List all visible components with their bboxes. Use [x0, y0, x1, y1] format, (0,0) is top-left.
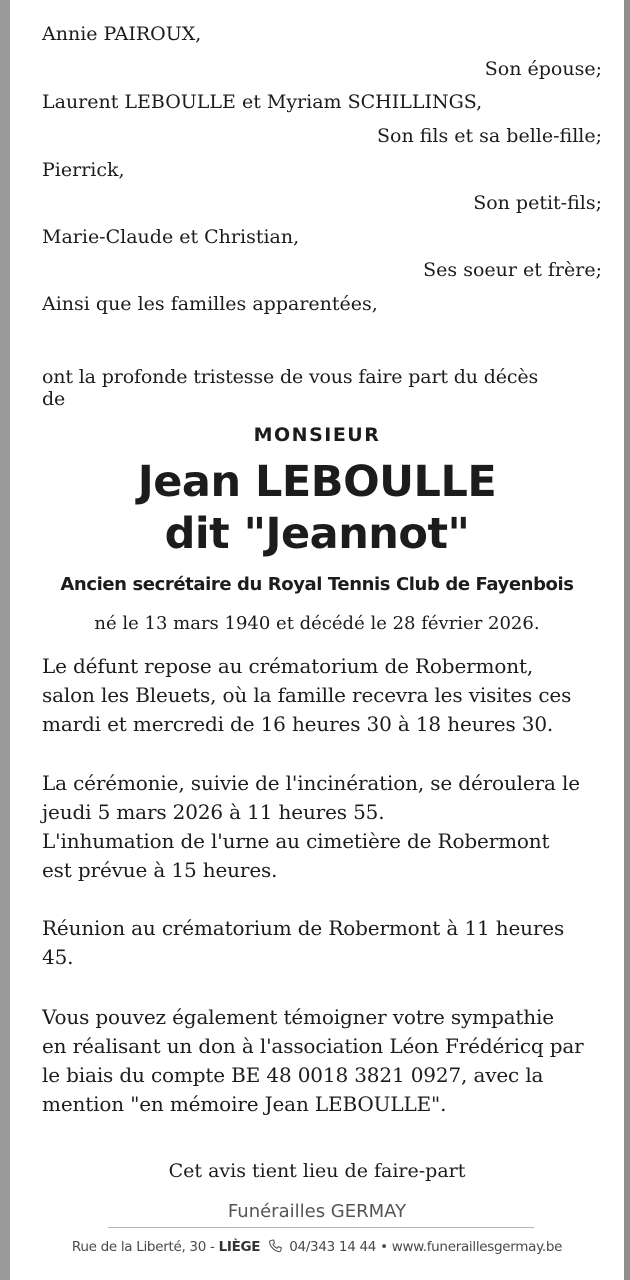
deceased-title: Ancien secrétaire du Royal Tennis Club de Fayenbois — [60, 574, 574, 595]
ceremony-line-4: est prévue à 15 heures. — [42, 858, 278, 882]
donation-line-1: Vous pouvez également témoigner votre sympathie — [42, 1005, 554, 1029]
closing-note: Cet avis tient lieu de faire-part — [168, 1160, 466, 1182]
city: LIÈGE — [218, 1239, 261, 1255]
family-name-1: Annie PAIROUX, — [42, 23, 202, 45]
donation-line-2: en réalisant un don à l'association Léon Frédéricq par — [42, 1034, 584, 1058]
announcement-line-2: de — [42, 388, 66, 410]
reunion-line-2: 45. — [42, 945, 74, 969]
rest-line-2: salon les Bleuets, où la famille recevra les visites ces — [42, 683, 572, 707]
family-name-3: Pierrick, — [42, 159, 125, 181]
honorific: MONSIEUR — [253, 424, 381, 446]
family-relation-2: Son fils et sa belle-fille; — [376, 125, 602, 147]
deceased-dates: né le 13 mars 1940 et décédé le 28 février 2026. — [94, 613, 540, 634]
right-border — [624, 0, 630, 1280]
family-name-5: Ainsi que les familles apparentées, — [42, 293, 378, 315]
website-link[interactable]: www.funeraillesgermay.be — [391, 1239, 563, 1255]
announcement-line-1: ont la profonde tristesse de vous faire part du décès — [42, 366, 539, 388]
family-name-4: Marie-Claude et Christian, — [42, 226, 300, 248]
deceased-name: Jean LEBOULLE — [137, 457, 497, 507]
donation-line-3: le biais du compte BE 48 0018 3821 0927, avec la — [42, 1063, 544, 1087]
address: Rue de la Liberté, 30 - — [71, 1239, 215, 1255]
family-relation-4: Ses soeur et frère; — [423, 259, 602, 281]
ceremony-line-1: La cérémonie, suivie de l'incinération, se déroulera le — [42, 771, 580, 795]
ceremony-line-2: jeudi 5 mars 2026 à 11 heures 55. — [42, 800, 385, 824]
funeral-home-name: Funérailles GERMAY — [227, 1201, 407, 1222]
funeral-home-contact — [10, 1236, 624, 1260]
family-relation-3: Son petit-fils; — [473, 192, 602, 214]
rest-line-3: mardi et mercredi de 16 heures 30 à 18 heures 30. — [42, 712, 554, 736]
ceremony-line-3: L'inhumation de l'urne au cimetière de Robermont — [42, 829, 550, 853]
donation-line-4: mention "en mémoire Jean LEBOULLE". — [42, 1092, 447, 1116]
phone-icon — [268, 1238, 283, 1260]
family-relation-1: Son épouse; — [484, 58, 602, 80]
deceased-nickname: dit "Jeannot" — [164, 509, 470, 559]
footer-divider — [108, 1227, 534, 1228]
phone-number[interactable]: 04/343 14 44 — [289, 1239, 377, 1255]
reunion-line-1: Réunion au crématorium de Robermont à 11 heures — [42, 916, 565, 940]
left-border — [0, 0, 10, 1280]
separator-dot: • — [380, 1239, 388, 1255]
rest-line-1: Le défunt repose au crématorium de Robermont, — [42, 654, 534, 678]
family-name-2: Laurent LEBOULLE et Myriam SCHILLINGS, — [42, 91, 483, 113]
